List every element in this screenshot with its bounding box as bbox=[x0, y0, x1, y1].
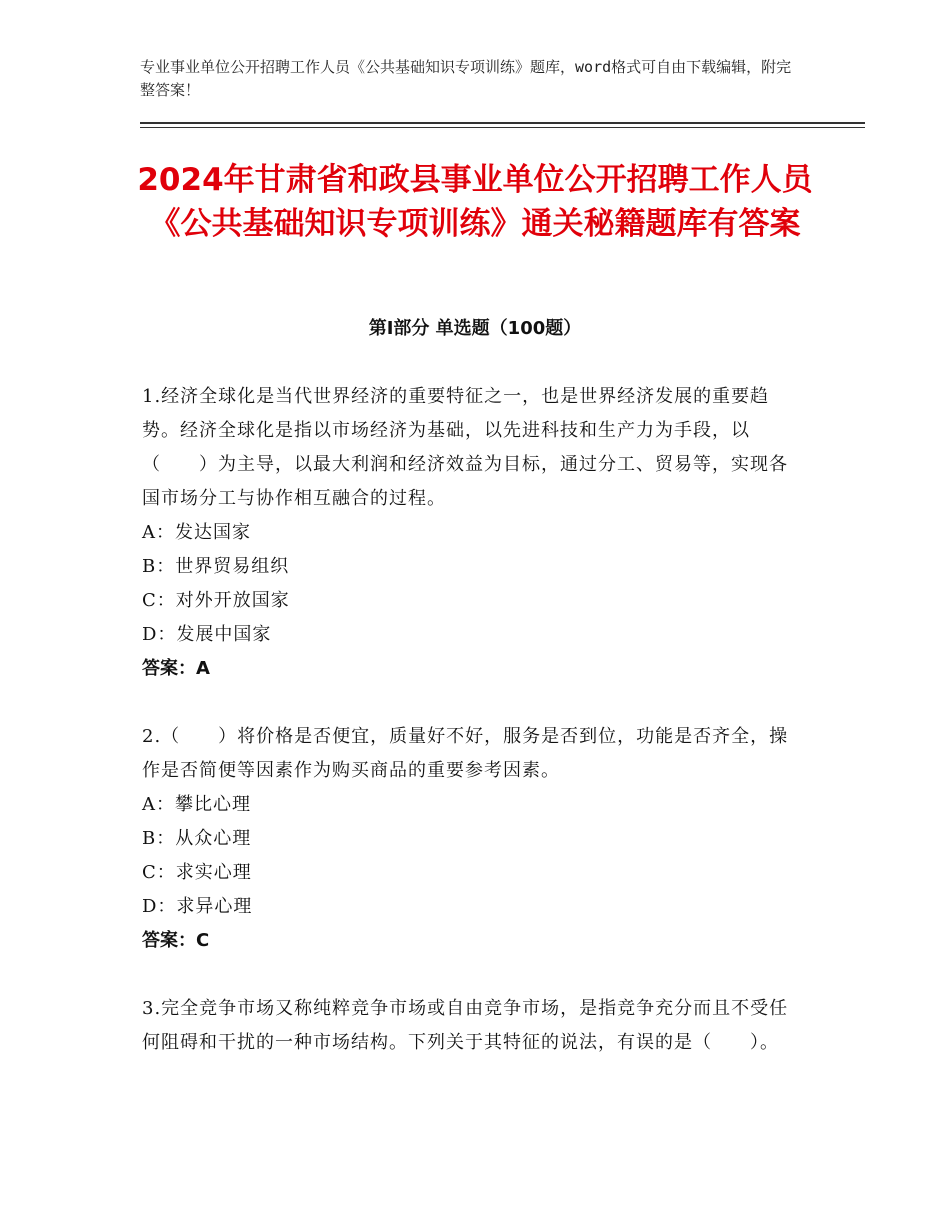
question-3 bbox=[142, 992, 802, 1060]
section-title: 第Ⅰ部分 单选题（100题） bbox=[368, 318, 582, 339]
option-a: A：攀比心理 bbox=[142, 794, 251, 815]
option-b: B：从众心理 bbox=[142, 828, 252, 849]
option-a: A：发达国家 bbox=[142, 522, 251, 543]
header-rule-thin bbox=[140, 127, 865, 128]
option-c: C：对外开放国家 bbox=[142, 590, 290, 611]
header-rule-thick bbox=[140, 122, 865, 124]
answer: 答案：A bbox=[142, 658, 210, 679]
question-stem: 3.完全竞争市场又称纯粹竞争市场或自由竞争市场，是指竞争充分而且不受任何阻碍和干扰的一种市场结构。下列关于其特征的说法，有误的是（ ）。 bbox=[142, 998, 789, 1053]
answer: 答案：C bbox=[142, 930, 210, 951]
option-d: D：求异心理 bbox=[142, 896, 253, 917]
document-title: 2024年甘肃省和政县事业单位公开招聘工作人员《公共基础知识专项训练》通关秘籍题库有答案 bbox=[137, 162, 813, 242]
option-b: B：世界贸易组织 bbox=[142, 556, 290, 577]
question-list bbox=[142, 380, 802, 1094]
question-2 bbox=[142, 720, 802, 958]
option-c: C：求实心理 bbox=[142, 862, 252, 883]
question-stem: 2.（ ）将价格是否便宜，质量好不好，服务是否到位，功能是否齐全，操作是否简便等因素作为购买商品的重要参考因素。 bbox=[142, 726, 789, 781]
option-d: D：发展中国家 bbox=[142, 624, 272, 645]
header-note: 专业事业单位公开招聘工作人员《公共基础知识专项训练》题库，word格式可自由下载编辑，附完整答案！ bbox=[140, 58, 792, 99]
question-stem: 1.经济全球化是当代世界经济的重要特征之一，也是世界经济发展的重要趋势。经济全球化是指以市场经济为基础，以先进科技和生产力为手段，以（ ）为主导，以最大利润和经济效益为目标，通过分工、贸易等，实现各国市场分工与协作相互融合的过程。 bbox=[142, 386, 788, 509]
question-1 bbox=[142, 380, 802, 686]
